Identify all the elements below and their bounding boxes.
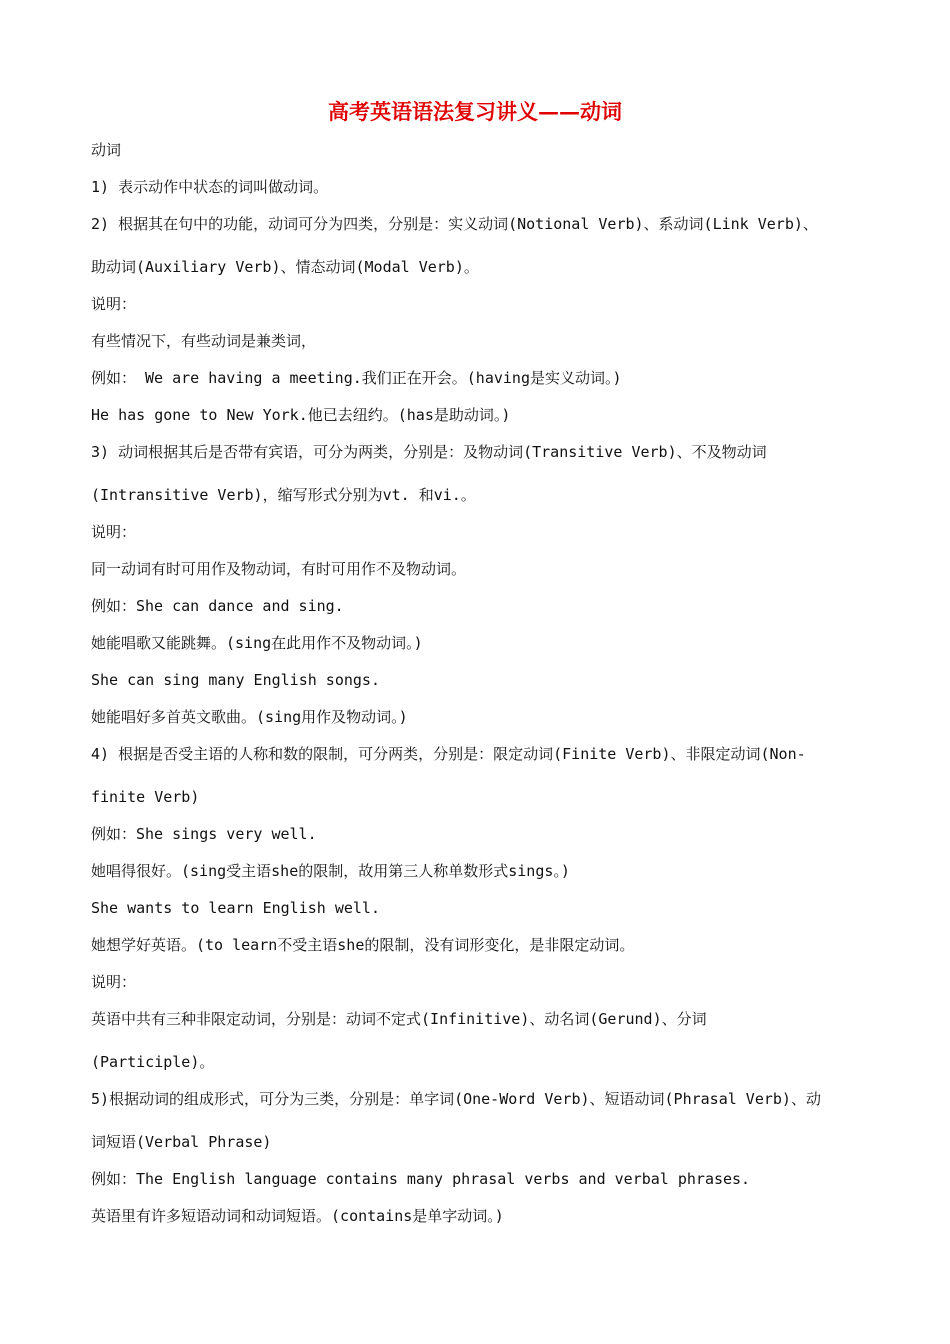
text-line: 助动词(Auxiliary Verb)、情态动词(Modal Verb)。: [91, 258, 479, 276]
text-line: 1) 表示动作中状态的词叫做动词。: [91, 178, 329, 196]
text-line: 例如：She sings very well.: [91, 825, 317, 843]
text-line: (Participle)。: [91, 1053, 215, 1071]
text-line: 她唱得很好。(sing受主语she的限制，故用第三人称单数形式sings。): [91, 862, 570, 880]
text-line: She can sing many English songs.: [91, 671, 380, 689]
text-line: 说明：: [91, 295, 137, 313]
text-line: 词短语(Verbal Phrase): [91, 1133, 272, 1151]
text-line: 英语里有许多短语动词和动词短语。(contains是单字动词。): [91, 1207, 504, 1225]
text-line: 说明：: [91, 973, 137, 991]
text-line: 5)根据动词的组成形式，可分为三类，分别是：单字词(One-Word Verb)、短语动词(Phrasal Verb)、动: [91, 1090, 821, 1108]
text-line: 英语中共有三种非限定动词，分别是：动词不定式(Infinitive)、动名词(Gerund)、分词: [91, 1010, 707, 1028]
text-line: He has gone to New York.他已去纽约。(has是助动词。): [91, 406, 511, 424]
text-line: 同一动词有时可用作及物动词，有时可用作不及物动词。: [91, 560, 467, 578]
text-line: 例如：The English language contains many phrasal verbs and verbal phrases.: [91, 1170, 751, 1188]
text-line: 有些情况下，有些动词是兼类词，: [91, 332, 317, 350]
text-line: 说明：: [91, 523, 137, 541]
text-line: 她想学好英语。(to learn不受主语she的限制，没有词形变化，是非限定动词。: [91, 936, 635, 954]
text-line: (Intransitive Verb)，缩写形式分别为vt. 和vi.。: [91, 486, 476, 504]
text-line: 例如：She can dance and sing.: [91, 597, 344, 615]
text-line: 动词: [91, 141, 122, 159]
page-title: 高考英语语法复习讲义——动词: [328, 99, 622, 124]
text-line: 她能唱歌又能跳舞。(sing在此用作不及物动词。): [91, 634, 423, 652]
text-line: 4) 根据是否受主语的人称和数的限制，可分两类，分别是：限定动词(Finite Verb)、非限定动词(Non-: [91, 745, 806, 763]
text-line: She wants to learn English well.: [91, 899, 380, 917]
text-line: finite Verb): [91, 788, 200, 806]
text-line: 3) 动词根据其后是否带有宾语，可分为两类，分别是：及物动词(Transitive Verb)、不及物动词: [91, 443, 767, 461]
text-line: 例如： We are having a meeting.我们正在开会。(having是实义动词。): [91, 369, 622, 387]
text-line: 她能唱好多首英文歌曲。(sing用作及物动词。): [91, 708, 408, 726]
text-line: 2) 根据其在句中的功能，动词可分为四类，分别是：实义动词(Notional Verb)、系动词(Link Verb)、: [91, 215, 818, 233]
